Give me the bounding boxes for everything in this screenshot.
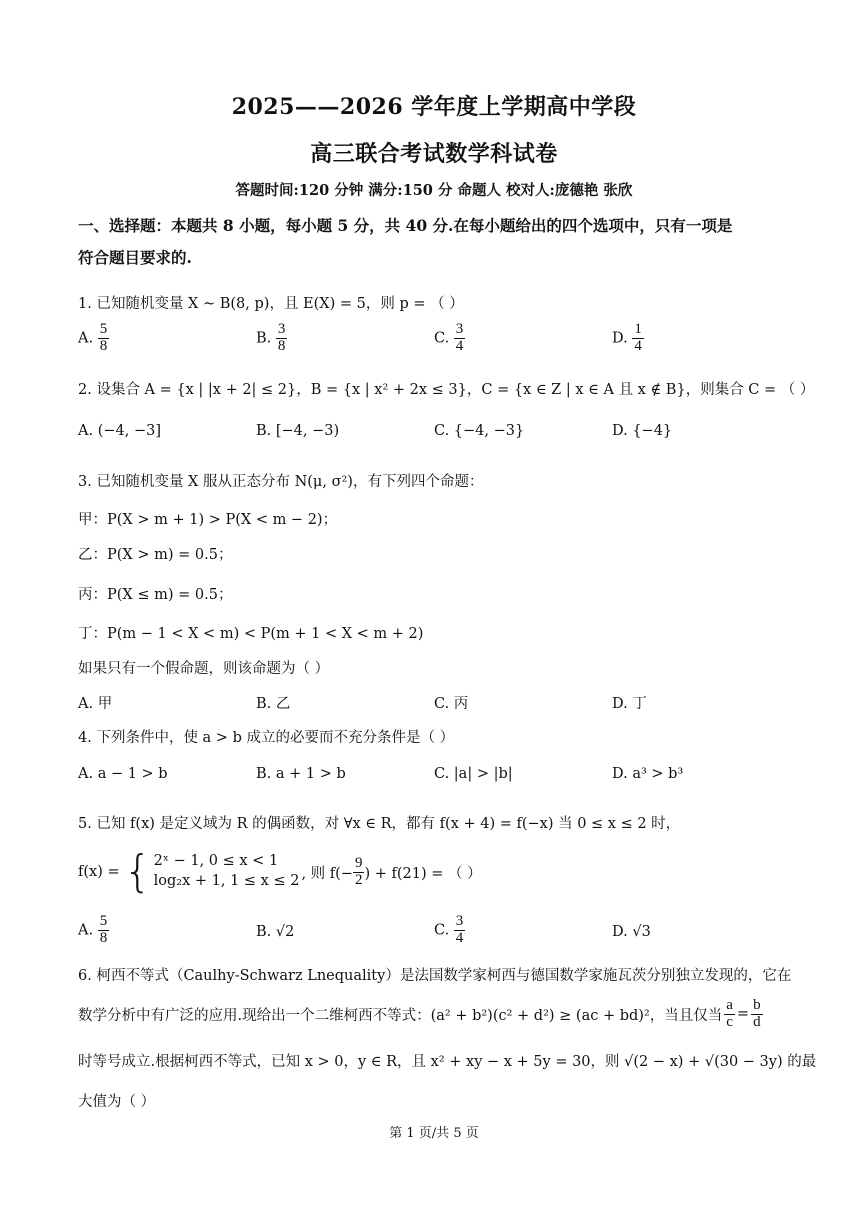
section-heading-cont: 符合题目要求的. xyxy=(78,248,192,267)
brace-icon: { xyxy=(123,846,152,897)
question-1-option-d xyxy=(612,322,644,355)
cauchy-fraction-right: $\frac{b}{d}$ xyxy=(753,997,761,1030)
question-1-option-c xyxy=(434,322,465,355)
page-number: 第 1 页/共 5 页 xyxy=(389,1126,479,1141)
question-5-option-a xyxy=(78,914,109,947)
option-fraction: $\frac{3}{4}$ xyxy=(455,321,464,354)
question-5-option-c xyxy=(434,914,465,947)
piecewise-tail-fraction: $\frac{9}{2}$ xyxy=(354,854,363,888)
question-6-line-2-text: 数学分析中有广泛的应用.现给出一个二维柯西不等式：(a² + b²)(c² + d²) ≥ (ac + bd)²，当且仅当 xyxy=(78,1007,723,1024)
option-label: D. xyxy=(612,924,628,940)
question-3-prop-yi: 乙：P(X > m) = 0.5； xyxy=(78,547,233,563)
piecewise-tail-pre: , 则 f(− xyxy=(301,865,353,882)
option-fraction: $\frac{5}{8}$ xyxy=(99,321,108,354)
question-4-option-c: C. |a| > |b| xyxy=(434,766,513,782)
question-3-option-d: D. 丁 xyxy=(612,696,647,712)
question-6-line-2 xyxy=(78,998,763,1031)
cauchy-fraction-left: $\frac{a}{c}$ xyxy=(726,997,733,1030)
question-4-option-b: B. a + 1 > b xyxy=(256,766,346,782)
option-fraction: $\frac{3}{8}$ xyxy=(277,321,286,354)
question-1-stem: 1. 已知随机变量 X ~ B(8, p)，且 E(X) = 5，则 p = （ ） xyxy=(78,296,464,312)
piecewise-case-2: log₂x + 1, 1 ≤ x ≤ 2 xyxy=(153,873,300,889)
question-4-option-a: A. a − 1 > b xyxy=(78,766,168,782)
cauchy-equals: = xyxy=(736,1006,750,1023)
question-4-option-d: D. a³ > b³ xyxy=(612,766,684,782)
question-3-option-a: A. 甲 xyxy=(78,696,113,712)
option-label: B. xyxy=(256,330,272,347)
question-5-stem: 5. 已知 f(x) 是定义域为 R 的偶函数，对 ∀x ∈ R，都有 f(x + 4) = f(−x) 当 0 ≤ x ≤ 2 时， xyxy=(78,816,681,832)
question-6-line-3: 时等号成立.根据柯西不等式，已知 x > 0，y ∈ R，且 x² + xy − x + 5y = 30，则 √(2 − x) + √(30 − 3y) 的最 xyxy=(78,1054,817,1070)
option-fraction: $\frac{3}{4}$ xyxy=(455,913,464,946)
option-text: √3 xyxy=(632,924,651,940)
exam-subtitle: 高三联合考试数学科试卷 xyxy=(310,141,558,167)
option-label: A. xyxy=(78,922,94,939)
question-2-stem: 2. 设集合 A = {x | |x + 2| ≤ 2}，B = {x | x² + 2x ≤ 3}，C = {x ∈ Z | x ∈ A 且 x ∉ B}，则集合 C = （ ） xyxy=(78,382,815,398)
piecewise-case-1: 2ˣ − 1, 0 ≤ x < 1 xyxy=(153,853,279,870)
question-3-prop-jia: 甲：P(X > m + 1) > P(X < m − 2)； xyxy=(78,512,338,528)
question-5-piecewise xyxy=(78,846,482,897)
question-3-option-c: C. 丙 xyxy=(434,696,469,712)
option-label: A. xyxy=(78,330,94,347)
question-3-stem: 3. 已知随机变量 X 服从正态分布 N(μ, σ²)，有下列四个命题： xyxy=(78,474,484,490)
exam-info: 答题时间:120 分钟 满分:150 分 命题人 校对人:庞德艳 张欣 xyxy=(235,182,633,199)
question-2-option-d: D. {−4} xyxy=(612,423,673,439)
question-5-option-d xyxy=(612,924,651,940)
question-2-option-c: C. {−4, −3} xyxy=(434,423,525,439)
question-1-option-b xyxy=(256,322,287,355)
question-1-option-a xyxy=(78,322,109,355)
question-4-stem: 4. 下列条件中，使 a > b 成立的必要而不充分条件是（ ） xyxy=(78,730,455,746)
question-3-ask: 如果只有一个假命题，则该命题为（ ） xyxy=(78,661,330,677)
option-label: C. xyxy=(434,330,450,347)
option-fraction: $\frac{5}{8}$ xyxy=(99,913,108,946)
option-fraction: $\frac{1}{4}$ xyxy=(634,321,642,354)
section-heading: 一、选择题：本题共 8 小题，每小题 5 分，共 40 分.在每小题给出的四个选项中，只有一项是 xyxy=(78,216,733,235)
question-2-option-a: A. (−4, −3] xyxy=(78,423,161,439)
question-3-prop-bing: 丙：P(X ≤ m) = 0.5； xyxy=(78,587,233,603)
question-3-option-b: B. 乙 xyxy=(256,696,291,712)
question-2-option-b: B. [−4, −3) xyxy=(256,423,340,439)
question-6-line-4: 大值为（ ） xyxy=(78,1094,156,1110)
option-label: B. xyxy=(256,924,272,940)
piecewise-lhs: f(x) = xyxy=(78,864,120,880)
option-label: C. xyxy=(434,922,450,939)
question-6-line-1: 6. 柯西不等式（Caulhy-Schwarz Lnequality）是法国数学家柯西与德国数学家施瓦茨分别独立发现的，它在 xyxy=(78,968,792,984)
piecewise-tail-post: ) + f(21) = （ ） xyxy=(364,865,482,882)
exam-title: 2025——2026 学年度上学期高中学段 xyxy=(231,94,637,120)
option-text: √2 xyxy=(275,924,295,940)
option-label: D. xyxy=(612,330,628,347)
piecewise-cases xyxy=(154,852,300,891)
question-5-option-b xyxy=(256,924,294,940)
question-3-prop-ding: 丁：P(m − 1 < X < m) < P(m + 1 < X < m + 2) xyxy=(78,626,424,642)
